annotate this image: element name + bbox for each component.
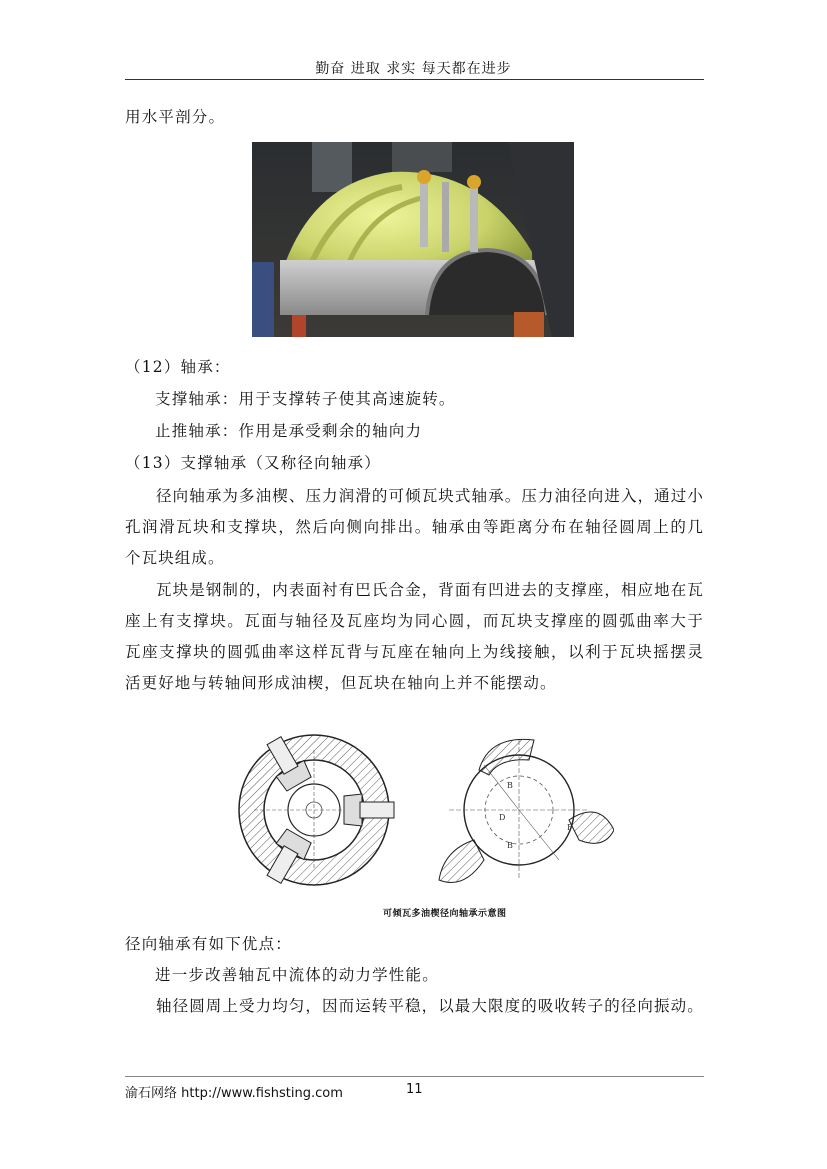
section-12-title: （12）轴承： [125, 358, 231, 376]
thrust-bearing-line: 止推轴承：作用是承受剩余的轴向力 [155, 422, 423, 440]
advantage-item-2: 轴径圆周上受力均匀，因而运转平稳，以最大限度的吸收转子的径向振动。 [156, 997, 704, 1015]
text-line-top: 用水平剖分。 [125, 108, 226, 126]
footer-rule [125, 1076, 704, 1077]
paragraph-radial-bearing: 径向轴承为多油楔、压力润滑的可倾瓦块式轴承。压力油径向进入，通过小孔润滑瓦块和支撑块，然后向侧向排出。轴承由等距离分布在轴径圆周上的几个瓦块组成。 [125, 487, 704, 567]
advantages-title: 径向轴承有如下优点： [125, 935, 293, 953]
svg-text:B: B [507, 841, 513, 850]
svg-text:F: F [567, 823, 573, 832]
support-bearing-line: 支撑轴承：用于支撑转子使其高速旋转。 [155, 390, 456, 408]
diagram-caption: 可倾瓦多油楔径向轴承示意图 [383, 909, 507, 919]
advantage-item-1: 进一步改善轴瓦中流体的动力学性能。 [155, 966, 439, 984]
svg-text:D: D [499, 813, 506, 822]
svg-text:B: B [507, 781, 513, 790]
footer-site-link[interactable]: 渝石网络 http://www.fishsting.com [125, 1086, 343, 1101]
compressor-casing-photo [252, 142, 574, 337]
paragraph-pad-structure: 瓦块是钢制的，内表面衬有巴氏合金，背面有凹进去的支撑座，相应地在瓦座上有支撑块。瓦面与轴径及瓦座均为同心圆，而瓦块支撑座的圆弧曲率大于瓦座支撑块的圆弧曲率这样瓦背与瓦座在轴向上为线接触，以利于瓦块摇摆灵活更好地与转轴间形成油楔，但瓦块在轴向上并不能摆动。 [125, 581, 704, 692]
header-rule [125, 79, 704, 80]
footer-page-number: 11 [406, 1082, 423, 1097]
tilting-pad-bearing-diagram [234, 722, 614, 917]
page-header-motto: 勤奋 进取 求实 每天都在进步 [315, 61, 512, 77]
section-13-title: （13）支撑轴承（又称径向轴承） [125, 454, 381, 472]
